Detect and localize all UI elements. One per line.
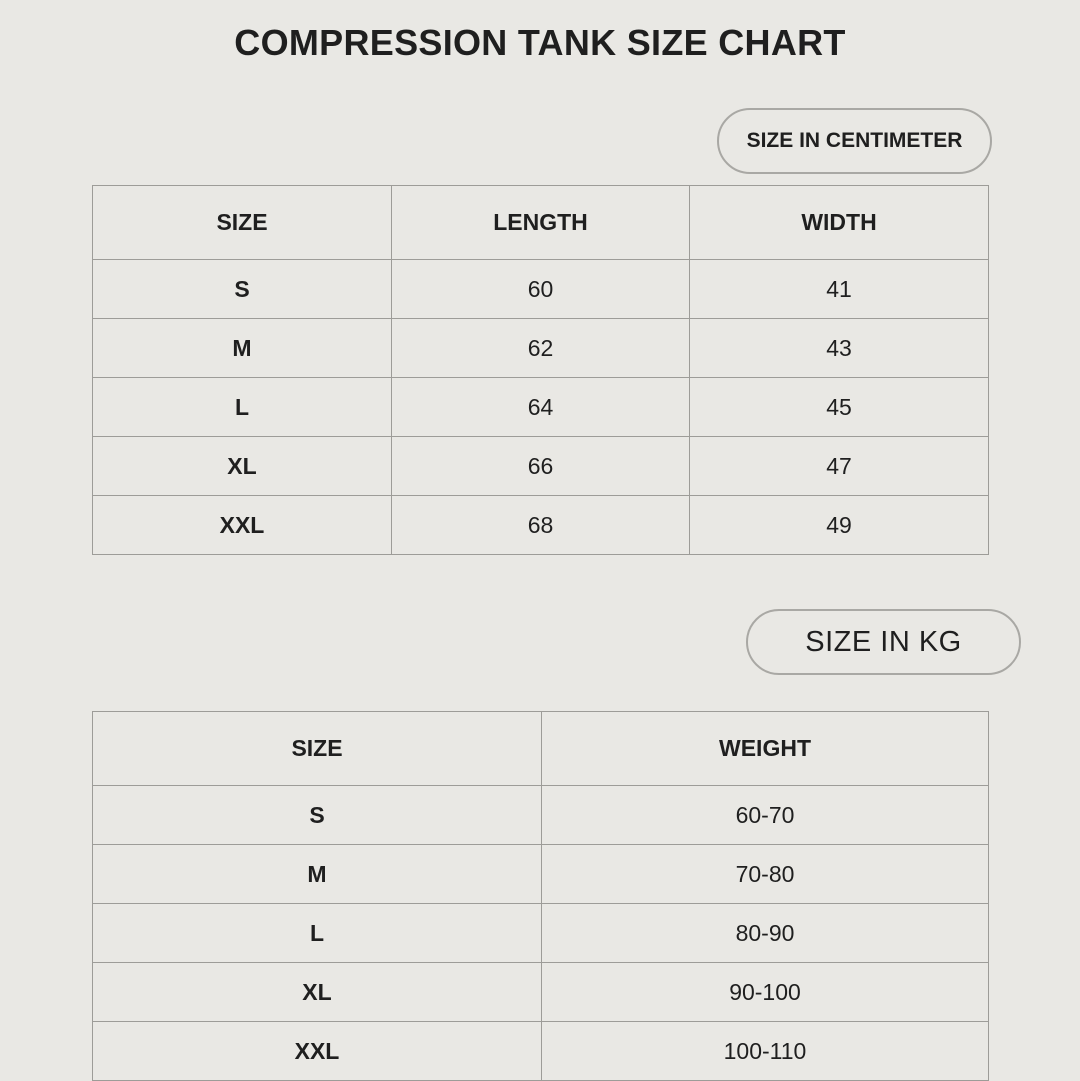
width-cell: 43 (690, 319, 989, 378)
size-in-kg-badge (746, 609, 1021, 675)
size-in-kg-label: SIZE IN KG (805, 625, 962, 658)
table-header-row (93, 186, 989, 260)
size-cell: XXL (93, 1022, 542, 1081)
size-cell: XL (93, 437, 392, 496)
length-cell: 64 (392, 378, 690, 437)
table-row (93, 1022, 989, 1081)
header-size: SIZE (93, 712, 542, 786)
table-header-row (93, 712, 989, 786)
kg-size-table (92, 711, 989, 1081)
length-cell: 66 (392, 437, 690, 496)
width-cell: 49 (690, 496, 989, 555)
width-cell: 41 (690, 260, 989, 319)
centimeter-size-table (92, 185, 989, 555)
size-cell: M (93, 319, 392, 378)
width-cell: 45 (690, 378, 989, 437)
size-cell: L (93, 904, 542, 963)
table-row (93, 378, 989, 437)
table-row (93, 260, 989, 319)
table-row (93, 319, 989, 378)
weight-cell: 100-110 (542, 1022, 989, 1081)
size-cell: XL (93, 963, 542, 1022)
weight-cell: 90-100 (542, 963, 989, 1022)
weight-cell: 70-80 (542, 845, 989, 904)
table-row (93, 963, 989, 1022)
header-weight: WEIGHT (542, 712, 989, 786)
size-cell: S (93, 260, 392, 319)
weight-cell: 80-90 (542, 904, 989, 963)
size-in-centimeter-label: SIZE IN CENTIMETER (746, 129, 963, 152)
length-cell: 62 (392, 319, 690, 378)
size-cell: XXL (93, 496, 392, 555)
table-row (93, 786, 989, 845)
size-cell: M (93, 845, 542, 904)
table-row (93, 496, 989, 555)
header-size: SIZE (93, 186, 392, 260)
header-length: LENGTH (392, 186, 690, 260)
length-cell: 60 (392, 260, 690, 319)
table-row (93, 904, 989, 963)
page-title: COMPRESSION TANK SIZE CHART (234, 22, 846, 63)
weight-cell: 60-70 (542, 786, 989, 845)
size-cell: S (93, 786, 542, 845)
table-row (93, 437, 989, 496)
size-in-centimeter-badge (717, 108, 992, 174)
length-cell: 68 (392, 496, 690, 555)
header-width: WIDTH (690, 186, 989, 260)
width-cell: 47 (690, 437, 989, 496)
size-cell: L (93, 378, 392, 437)
table-row (93, 845, 989, 904)
